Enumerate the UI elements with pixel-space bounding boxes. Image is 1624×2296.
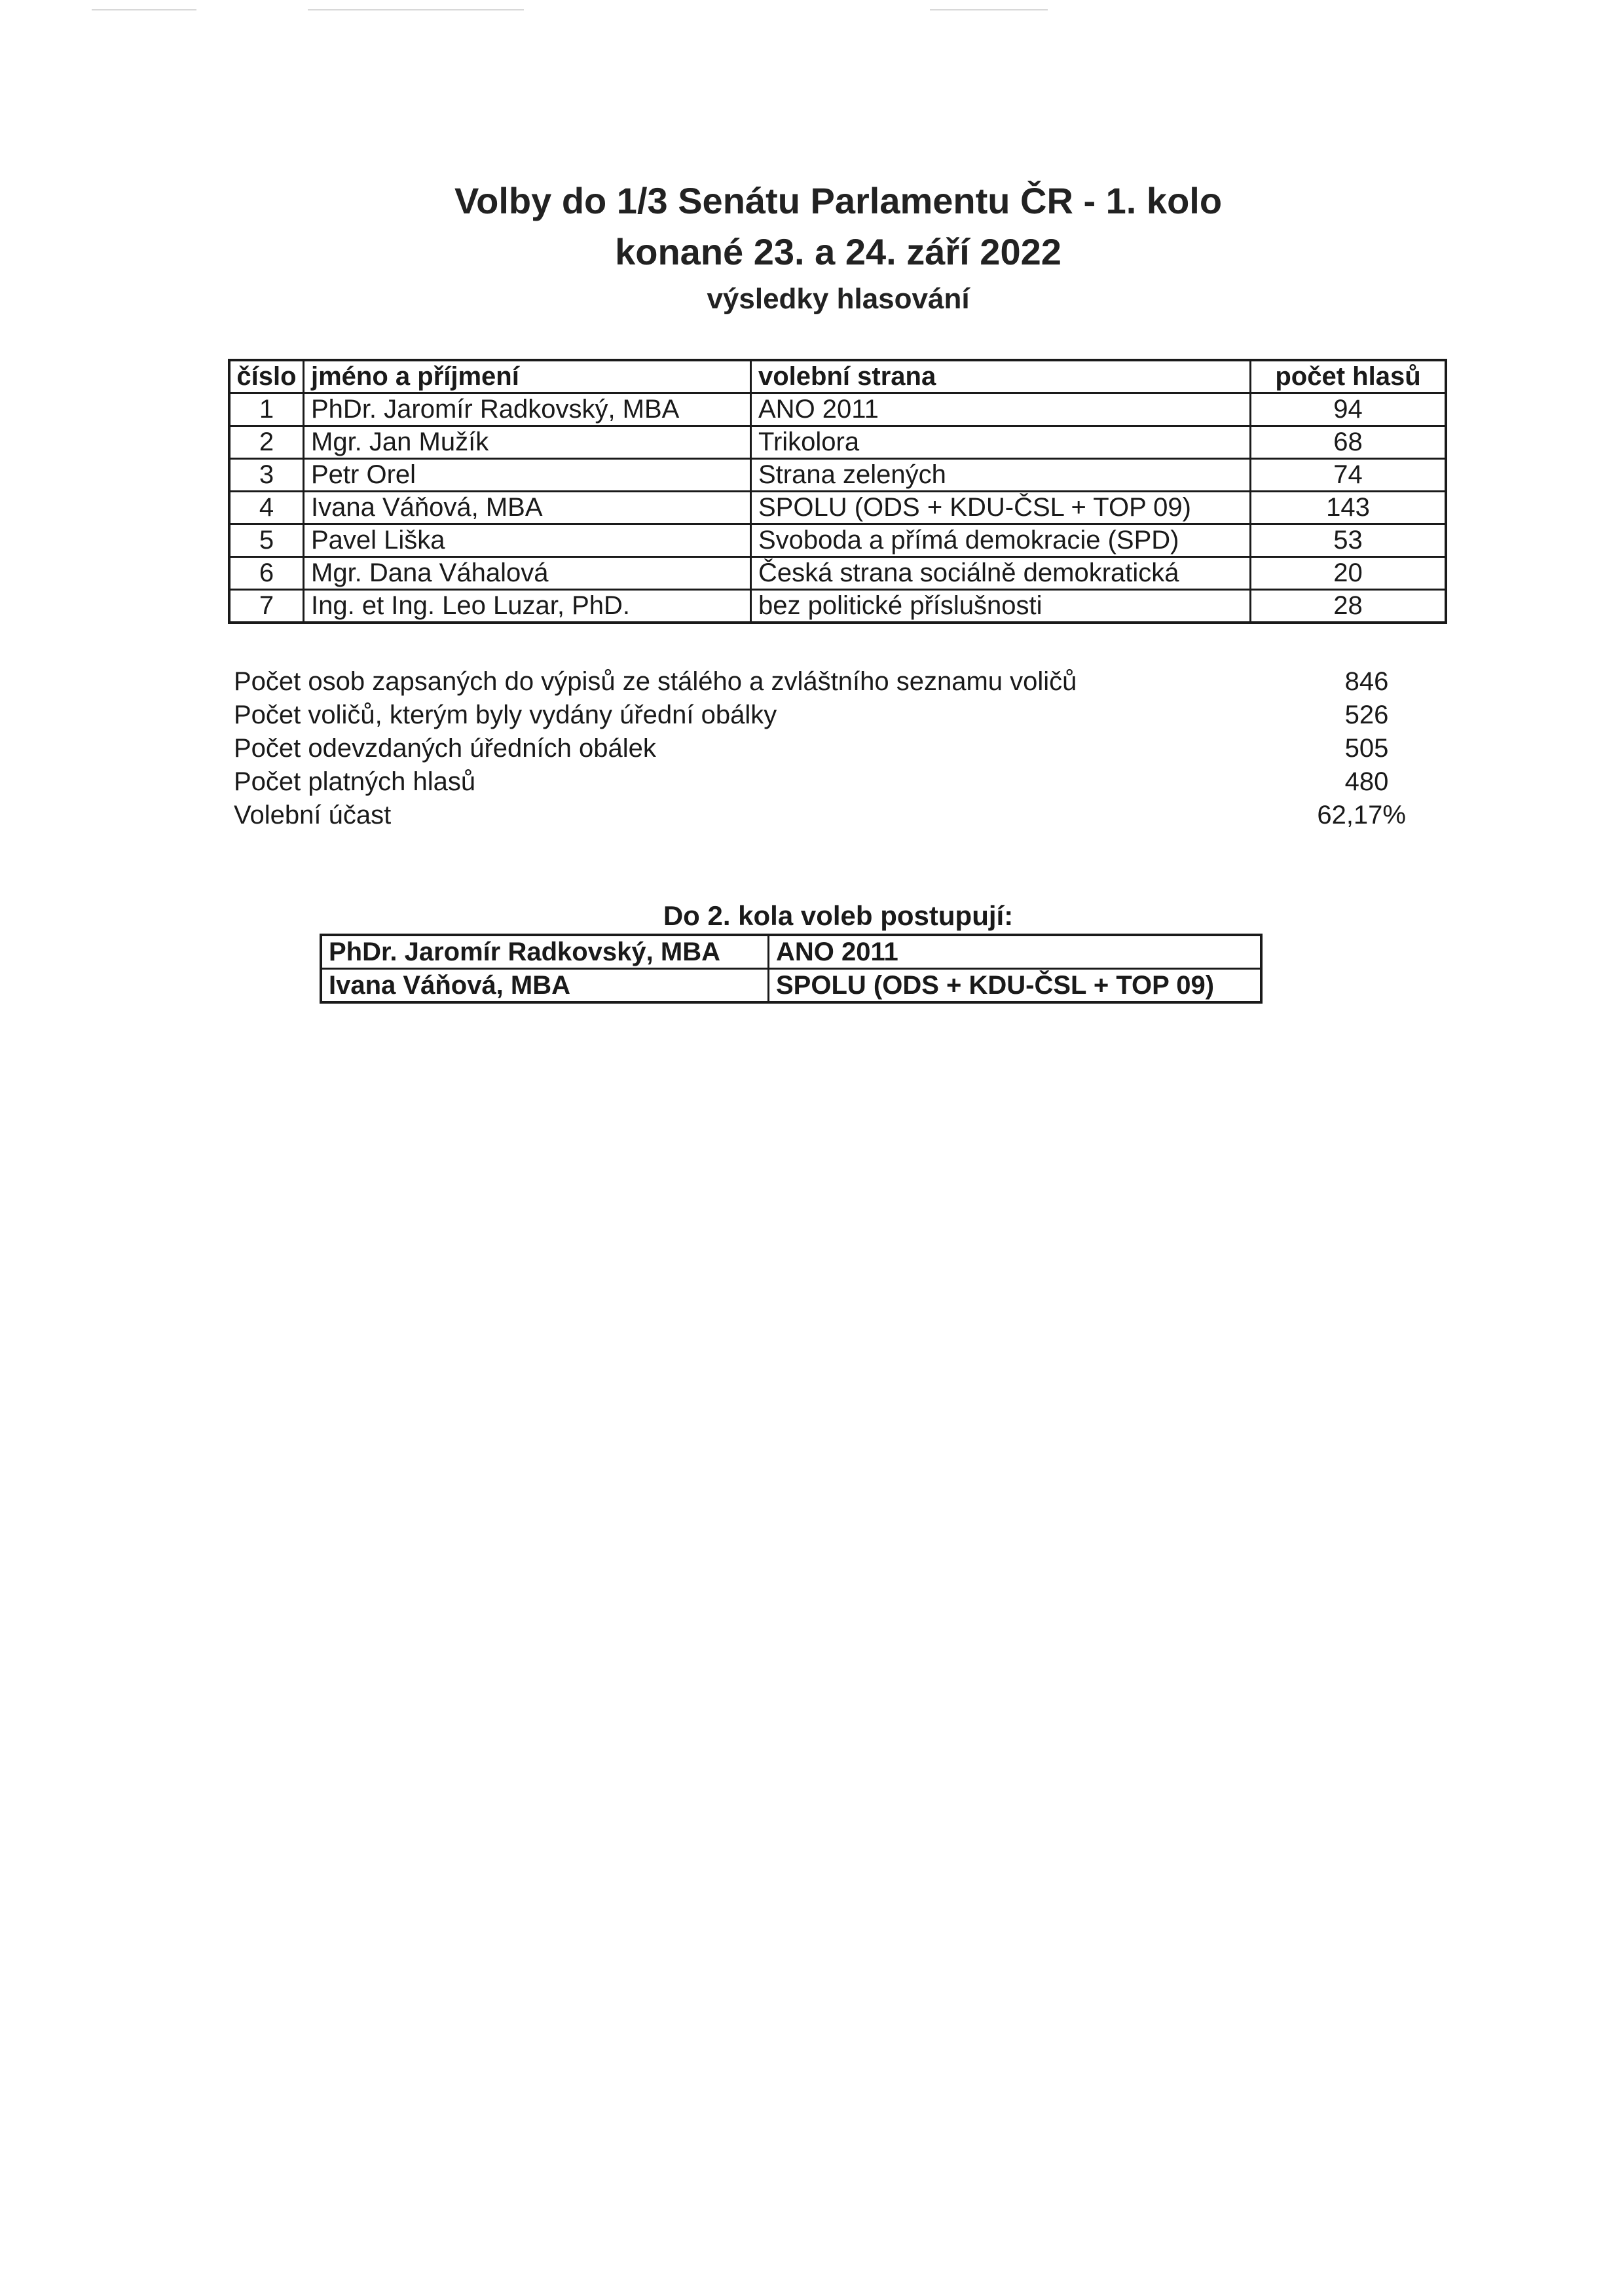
candidate-votes: 74	[1251, 459, 1447, 492]
stat-value: 846	[1344, 667, 1389, 696]
candidate-votes: 143	[1251, 492, 1447, 524]
title-line-1: Volby do 1/3 Senátu Parlamentu ČR - 1. kolo	[454, 180, 1223, 221]
stat-value: 62,17%	[1317, 801, 1406, 829]
stat-envelopes-returned	[234, 732, 1406, 765]
results-table	[228, 359, 1447, 624]
table-row	[229, 426, 1446, 459]
candidate-votes: 94	[1251, 393, 1447, 426]
candidate-party: Strana zelených	[751, 459, 1251, 492]
stat-label: Volební účast	[234, 801, 392, 829]
header-party: volební strana	[751, 360, 1251, 393]
candidate-number: 1	[229, 393, 304, 426]
candidate-party: bez politické příslušnosti	[751, 590, 1251, 623]
table-row	[229, 590, 1446, 623]
stat-label: Počet osob zapsaných do výpisů ze stálého a zvláštního seznamu voličů	[234, 667, 1077, 696]
candidate-number: 2	[229, 426, 304, 459]
stat-value: 480	[1344, 767, 1389, 796]
candidate-name: Pavel Liška	[304, 524, 751, 557]
stat-label: Počet odevzdaných úředních obálek	[234, 734, 656, 763]
candidate-name: Mgr. Dana Váhalová	[304, 557, 751, 590]
advancing-candidate-name: PhDr. Jaromír Radkovský, MBA	[321, 935, 769, 969]
stat-turnout	[234, 799, 1406, 832]
stat-label: Počet voličů, kterým byly vydány úřední obálky	[234, 701, 777, 729]
header-name: jméno a příjmení	[304, 360, 751, 393]
title-line-3: výsledky hlasování	[707, 283, 970, 315]
candidate-number: 3	[229, 459, 304, 492]
candidate-name: Mgr. Jan Mužík	[304, 426, 751, 459]
candidate-party: ANO 2011	[751, 393, 1251, 426]
advancing-candidate-party: SPOLU (ODS + KDU-ČSL + TOP 09)	[769, 969, 1262, 1003]
candidate-party: SPOLU (ODS + KDU-ČSL + TOP 09)	[751, 492, 1251, 524]
table-row	[321, 969, 1261, 1003]
candidate-votes: 20	[1251, 557, 1447, 590]
candidate-party: Svoboda a přímá demokracie (SPD)	[751, 524, 1251, 557]
candidate-party: Trikolora	[751, 426, 1251, 459]
table-row	[229, 492, 1446, 524]
second-round-heading: Do 2. kola voleb postupují:	[663, 900, 1014, 931]
candidate-number: 7	[229, 590, 304, 623]
table-row	[321, 935, 1261, 969]
stat-value: 505	[1344, 734, 1389, 763]
document-title	[0, 175, 1624, 321]
table-row	[229, 557, 1446, 590]
candidate-number: 5	[229, 524, 304, 557]
stat-envelopes-issued	[234, 699, 1406, 732]
stat-valid-votes	[234, 765, 1406, 799]
candidate-name: PhDr. Jaromír Radkovský, MBA	[304, 393, 751, 426]
candidate-number: 4	[229, 492, 304, 524]
scan-artifact-line	[308, 9, 524, 10]
table-row	[229, 524, 1446, 557]
stat-label: Počet platných hlasů	[234, 767, 476, 796]
stat-registered-voters	[234, 665, 1406, 699]
candidate-number: 6	[229, 557, 304, 590]
candidate-name: Ivana Váňová, MBA	[304, 492, 751, 524]
stat-value: 526	[1344, 701, 1389, 729]
table-row	[229, 459, 1446, 492]
second-round-table	[320, 934, 1263, 1004]
results-header-row	[229, 360, 1446, 393]
header-votes: počet hlasů	[1251, 360, 1447, 393]
candidate-votes: 68	[1251, 426, 1447, 459]
candidate-votes: 28	[1251, 590, 1447, 623]
scan-artifact-line	[92, 9, 196, 10]
candidate-party: Česká strana sociálně demokratická	[751, 557, 1251, 590]
title-line-2: konané 23. a 24. září 2022	[615, 231, 1061, 272]
header-number: číslo	[229, 360, 304, 393]
advancing-candidate-name: Ivana Váňová, MBA	[321, 969, 769, 1003]
advancing-candidate-party: ANO 2011	[769, 935, 1262, 969]
scan-artifact-line	[930, 9, 1048, 10]
statistics-list	[234, 665, 1406, 832]
candidate-name: Ing. et Ing. Leo Luzar, PhD.	[304, 590, 751, 623]
candidate-votes: 53	[1251, 524, 1447, 557]
candidate-name: Petr Orel	[304, 459, 751, 492]
table-row	[229, 393, 1446, 426]
